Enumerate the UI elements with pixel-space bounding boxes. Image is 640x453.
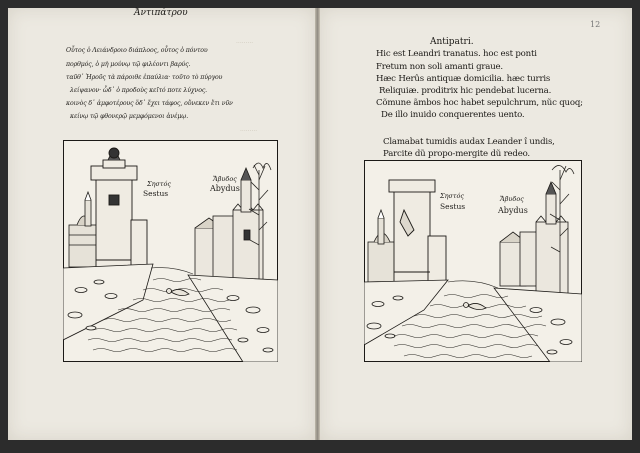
woodcut-caption-line: Clamabat tumidis audax Leander î undis, (383, 137, 555, 147)
latin-epigram-line: Hic est Leandri tranatus. hoc est ponti (376, 49, 537, 59)
latin-epigram-line: Fretum non soli amanti graue. (376, 62, 503, 72)
greek-epigram-line: Οὗτος ὁ Λειάνδροιο διάπλοος, οὗτος ὁ πόντου (66, 47, 208, 54)
label-sestus-latin: Sestus (143, 189, 169, 198)
show-through-text: ········· (240, 128, 258, 135)
latin-epigram-line: Reliquiæ. proditrix hic pendebat lucerna. (379, 86, 552, 96)
show-through-text: ········· (236, 40, 254, 47)
label-sestus-latin: Sestus (440, 202, 466, 211)
greek-epigram-line: πορθμός, ὁ μὴ μούνῳ τῷ φιλέοντι βαρύς. (66, 61, 191, 68)
latin-epigram-line: De illo inuido conquerentes uento. (381, 110, 525, 120)
woodcut-left-hero-leander (63, 140, 278, 362)
latin-epigram-line: Cõmune ãmbos hoc habet sepulchrum, nũc quoq; (376, 98, 583, 108)
woodcut-right-hero-leander (364, 160, 582, 362)
latin-epigram-title: Antipatri. (430, 37, 474, 47)
greek-epigram-line: λείψανον· ὧδ᾽ ὁ προδοὺς κεῖτό ποτε λύχνος. (70, 87, 208, 94)
label-sestus-greek: Σηστός (147, 180, 172, 188)
greek-epigram-line: ταῦθ᾽ Ἡροῦς τὰ πάροιθε ἐπαύλια· τοῦτο τὸ πύργου (66, 74, 223, 81)
latin-epigram-line: Hæc Herûs antiquæ domicilia. hæc turris (376, 74, 551, 84)
folio-mark: 12 (590, 20, 601, 29)
label-abydus-latin: Abydus (498, 206, 528, 215)
label-abydus-greek: Ἄβυδος (500, 195, 524, 203)
label-abydus-greek: Ἄβυδος (213, 175, 237, 183)
label-abydus-latin: Abydus (210, 184, 240, 193)
label-sestus-greek: Σηστός (440, 192, 465, 200)
greek-epigram-line: κείνῳ τῷ φθονερῷ μεμφόμενοι ἀνέμῳ. (70, 113, 189, 120)
greek-epigram-line: κοινὸς δ᾽ ἀμφοτέρους ὅδ᾽ ἔχει τάφος, οὕνεκεν ἔτι νῦν (66, 100, 233, 107)
greek-epigram-title: Ἀντιπάτρου (134, 8, 188, 18)
woodcut-caption-line: Parcite dũ propo-mergite dũ redeo. (383, 149, 530, 159)
